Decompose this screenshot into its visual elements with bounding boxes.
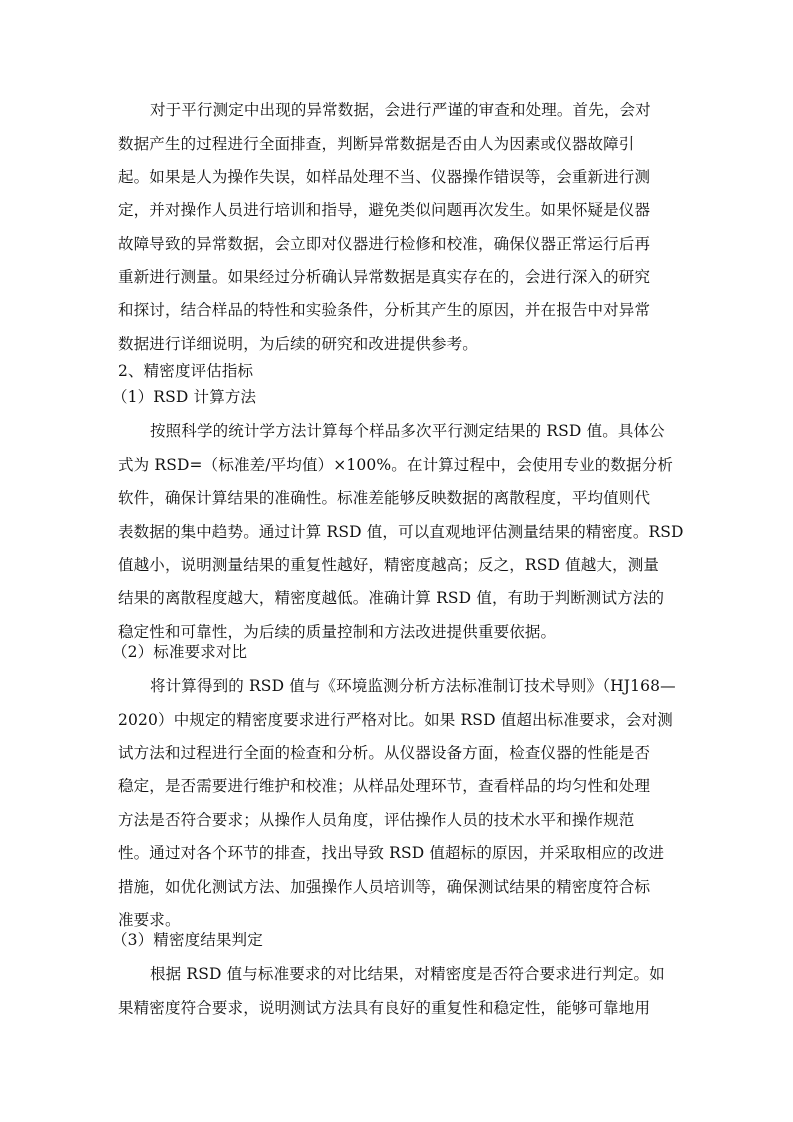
section-heading: 2、精密度评估指标 (118, 362, 254, 380)
paragraph-line: 重新进行测量。如果经过分析确认异常数据是真实存在的，会进行深入的研究 (118, 268, 651, 286)
paragraph-line: 稳定，是否需要进行维护和校准；从样品处理环节，查看样品的均匀性和处理 (118, 777, 651, 795)
subsection-heading: （2）标准要求对比 (112, 643, 248, 661)
paragraph-line: 软件，确保计算结果的准确性。标准差能够反映数据的离散程度，平均值则代 (118, 489, 651, 507)
paragraph-line: 和探讨，结合样品的特性和实验条件，分析其产生的原因，并在报告中对异常 (118, 301, 651, 319)
paragraph-line: 按照科学的统计学方法计算每个样品多次平行测定结果的 RSD 值。具体公 (150, 422, 665, 440)
paragraph-line: 故障导致的异常数据，会立即对仪器进行检修和校准，确保仪器正常运行后再 (118, 235, 651, 253)
paragraph-line: 措施，如优化测试方法、加强操作人员培训等，确保测试结果的精密度符合标 (118, 878, 651, 896)
paragraph-line: 定，并对操作人员进行培训和指导，避免类似问题再次发生。如果怀疑是仪器 (118, 201, 651, 219)
paragraph-line: 稳定性和可靠性，为后续的质量控制和方法改进提供重要依据。 (118, 623, 557, 641)
paragraph-line: 值越小，说明测量结果的重复性越好，精密度越高；反之，RSD 值越大，测量 (118, 556, 660, 574)
paragraph-line: 根据 RSD 值与标准要求的对比结果，对精密度是否符合要求进行判定。如 (150, 965, 665, 983)
subsection-heading: （3）精密度结果判定 (112, 931, 263, 949)
paragraph-line: 试方法和过程进行全面的检查和分析。从仪器设备方面，检查仪器的性能是否 (118, 744, 651, 762)
paragraph-line: 2020）中规定的精密度要求进行严格对比。如果 RSD 值超出标准要求，会对测 (118, 711, 673, 729)
paragraph-line: 方法是否符合要求；从操作人员角度，评估操作人员的技术水平和操作规范 (118, 811, 635, 829)
paragraph-line: 准要求。 (118, 911, 181, 929)
paragraph-line: 结果的离散程度越大，精密度越低。准确计算 RSD 值，有助于判断测试方法的 (118, 589, 665, 607)
paragraph-line: 性。通过对各个环节的排查，找出导致 RSD 值超标的原因，并采取相应的改进 (118, 844, 665, 862)
paragraph-line: 数据进行详细说明，为后续的研究和改进提供参考。 (118, 335, 478, 353)
paragraph-line: 式为 RSD=（标准差/平均值）×100%。在计算过程中，会使用专业的数据分析 (118, 456, 674, 474)
paragraph-line: 对于平行测定中出现的异常数据，会进行严谨的审查和处理。首先，会对 (150, 101, 651, 119)
paragraph-line: 将计算得到的 RSD 值与《环境监测分析方法标准制订技术导则》（HJ168— (150, 677, 676, 695)
paragraph-line: 果精密度符合要求，说明测试方法具有良好的重复性和稳定性，能够可靠地用 (118, 999, 651, 1017)
paragraph-line: 数据产生的过程进行全面排查，判断异常数据是否由人为因素或仪器故障引 (118, 135, 635, 153)
paragraph-line: 起。如果是人为操作失误，如样品处理不当、仪器操作错误等，会重新进行测 (118, 168, 651, 186)
paragraph-line: 表数据的集中趋势。通过计算 RSD 值，可以直观地评估测量结果的精密度。RSD (118, 523, 684, 541)
subsection-heading: （1）RSD 计算方法 (112, 388, 257, 406)
